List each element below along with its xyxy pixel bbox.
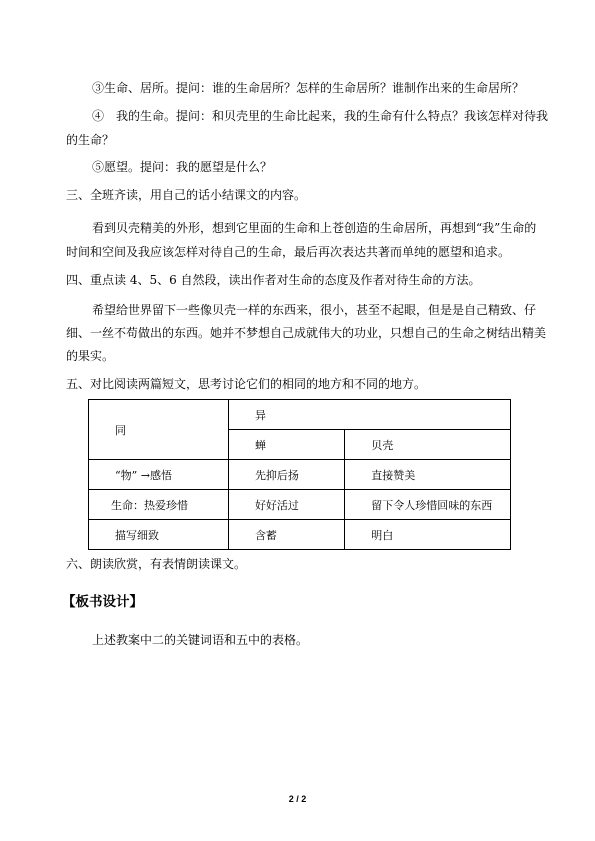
text-line: 的生命？ (66, 133, 115, 147)
board-design-heading: 【板书设计】 (62, 594, 143, 610)
text-line: ③生命、居所。提问：谁的生命居所？怎样的生命居所？谁制作出来的生命居所？ (92, 81, 525, 95)
text-line: 时间和空间及我应该怎样对待自己的生命，最后再次表达共著而单纯的愿望和追求。 (66, 245, 511, 259)
text-line: 希望给世界留下一些像贝壳一样的东西来，很小，甚至不起眼，但是是自己精致、仔 (92, 303, 537, 317)
table-cell: 含蓄 (228, 520, 344, 550)
section-three-heading: 三、全班齐读，用自己的话小结课文的内容。 (66, 188, 307, 202)
board-design-text: 上述教案中二的关键词语和五中的表格。 (92, 633, 309, 647)
section-six-heading: 六、朗读欣赏，有表情朗读课文。 (66, 557, 247, 571)
table-row (89, 490, 511, 520)
table-header-cicada: 蝉 (228, 430, 344, 460)
text-line: 细、一丝不苟做出的东西。她并不梦想自己成就伟大的功业，只想自己的生命之树结出精美 (66, 326, 547, 340)
table-header-same: 同 (89, 400, 229, 460)
table-cell: 明白 (345, 520, 511, 550)
table-cell: 描写细致 (89, 520, 229, 550)
table-cell: 留下令人珍惜回味的东西 (345, 490, 511, 520)
table-cell: 生命：热爱珍惜 (89, 490, 229, 520)
table-row (89, 520, 511, 550)
table-cell: 好好活过 (228, 490, 344, 520)
text-line: ④ 我的生命。提问：和贝壳里的生命比起来，我的生命有什么特点？我该怎样对待我 (92, 109, 549, 123)
table-cell: 直接赞美 (345, 460, 511, 490)
comparison-table (88, 399, 511, 550)
table-header-shell: 贝壳 (345, 430, 511, 460)
section-four-heading: 四、重点读 4、5、6 自然段，读出作者对生命的态度及作者对待生命的方法。 (66, 273, 481, 287)
text-line: 的果实。 (66, 349, 115, 363)
section-five-heading: 五、对比阅读两篇短文，思考讨论它们的相同的地方和不同的地方。 (66, 377, 427, 391)
table-cell: 先抑后扬 (228, 460, 344, 490)
table-cell: “物” →感悟 (89, 460, 229, 490)
text-line: 看到贝壳精美的外形，想到它里面的生命和上苍创造的生命居所，再想到“我”生命的 (92, 221, 537, 235)
page-number: 2 / 2 (288, 794, 307, 804)
table-row (89, 460, 511, 490)
text-line: ⑤愿望。提问：我的愿望是什么？ (92, 160, 273, 174)
table-header-diff: 异 (228, 400, 510, 430)
table-row (89, 400, 511, 430)
